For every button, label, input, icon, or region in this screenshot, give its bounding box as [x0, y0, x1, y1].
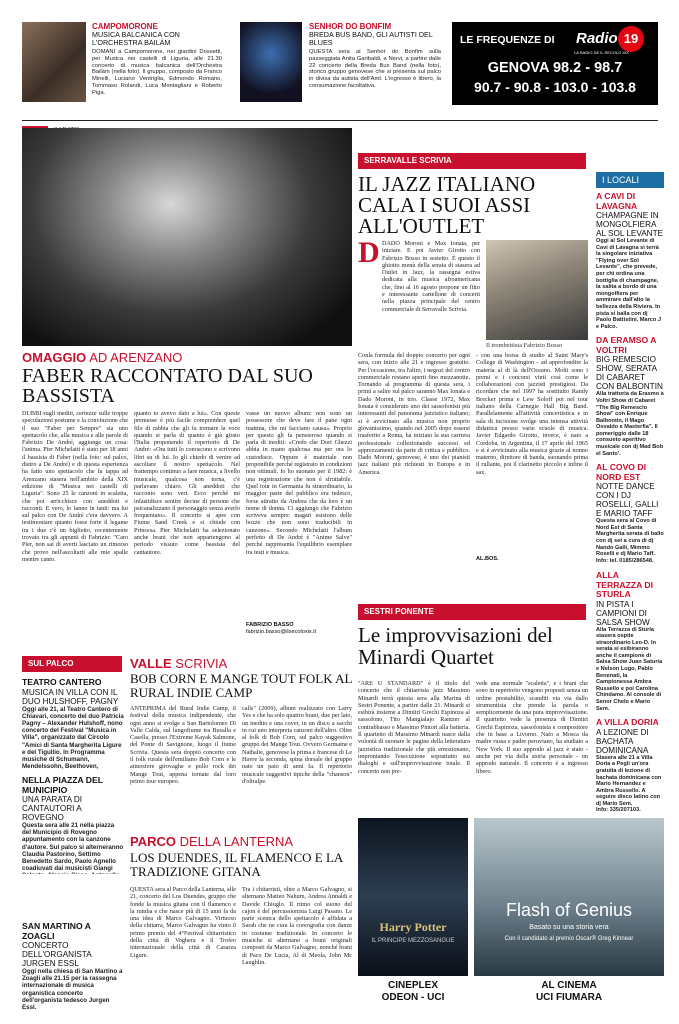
- radio-freq-line2: 90.7 - 90.8 - 103.0 - 103.8: [474, 79, 636, 95]
- locale-text: Stasera alle 21 a Villa Doria a Pegli un'ora gratuita di lezione di bachata dominicana con Mario Hernandez e Ambra Russello. A seguire disco latino con dj Mario Sem.: [596, 754, 662, 807]
- locale-desc: IN PISTA I CAMPIONI DI SALSA SHOW: [596, 599, 650, 627]
- article-body-col2: vede una normale "scaletta", e i brani che sono in repertorio vengono proposti senza un ordine prestabilito, scanditi via via dallo strumentista che prende la parola o semplicemente da una pura improvvisazione. Il quartetto vede la presenza di Dimitri Grechi Espinoza, sassofonista e compositore che in base a Livorno. Nato a Mosca da madre russa e padre peruviano, ha studiato a New York. Il suo approdo al jazz è stato - anche per via della storia personale - un approdo naturale. Il concerto è a ingresso libero.: [476, 680, 588, 775]
- locale-text: Oggi al Sol Levante di Cavi di Lavagna si terrà la singolare iniziativa "Flying over Sol Levante", che prevede, per chi ordina una bottiglia di champagne, la salita a bordo di una mongolfiera per ammirare dall'alto la bellezza della Riviera. In pista si balla con dj Paolo Battistini, Marco J e Palco.: [596, 238, 661, 330]
- photo-caption: Il trombettista Fabrizio Bosso: [486, 342, 563, 349]
- article-headline: Le improvvisazioni del Minardi Quartet: [358, 623, 553, 669]
- section-label: SERRAVALLE SCRIVIA: [358, 153, 586, 169]
- flash-of-genius-ad: [474, 818, 664, 976]
- radio-ad-headline: LE FREQUENZE DI: [460, 34, 555, 46]
- radio-19-ad: [452, 22, 658, 105]
- event-desc: UNA PARATA DI CANTAUTORI A ROVEGNO: [22, 795, 83, 822]
- article-byline: FABRIZIO BASSO: [246, 622, 294, 628]
- cinema-venue-sub: ODEON - UCI: [381, 992, 445, 1003]
- article-kicker-rest: DELLA LANTERNA: [179, 834, 294, 849]
- radio-brand-tag: LA RADIO DE IL SECOLO XIX: [574, 50, 629, 55]
- cinema-venue-sub: UCI FIUMARA: [535, 992, 603, 1003]
- locale-place: A CAVI DI LAVAGNA: [596, 192, 638, 211]
- drop-cap: D: [358, 236, 380, 269]
- article-body-col2: quanto io avevo dato a lui». Con queste premesse è più facile comprendere quel filo di rabbia che gli fa tremare la voce quando si parla di quanto è già girato l'Italia proponendo il repertorio di De André: «Ora tutti lo conoscono e scrivono libri su di lui. Io gli chiedo di venire ad ascoltare il nostro spettacolo. Nel frattempo continuo a fare musica, a livello musicale, qualcosa non torna, c'è parlavano chiaro. Gli aneddoti che racconto sono veri. Ecco perché mi infastidisce sentire decine di persone che psicanalizzano il personaggio senza averlo frequentato». Il concerto si apre con Fiume Sand Creek e si chiude con Princesa. Pier Michelatti ha selezionato anche brani che non appartengono al periodo vissuto come bassista del cantautore.: [134, 410, 240, 556]
- event-text: Questa sera alle 21 nella piazza del Municipio di Rovegno appuntamento con la canzone d'autore. Sul palco si alterneranno Claudia Pastorino, Settimo Benedetto Sardo, Paolo Agnello coadiuvati dai musicisti Giangi: [22, 822, 124, 873]
- event-place: NELLA PIAZZA DEL MUNICIPIO: [22, 776, 103, 795]
- event-place: SAN MARTINO A ZOAGLI: [22, 922, 91, 941]
- article-byline: AL.BOS.: [476, 556, 499, 562]
- locale-desc: BIG REMESCIO SHOW, SERATA DI CABARET CON BALBONTIN: [596, 355, 663, 392]
- event-place: TEATRO CANTERO: [22, 678, 102, 687]
- article-headline: BOB CORN E MANGE TOUT FOLK AL RURAL INDIE CAMP: [130, 671, 352, 700]
- breda-bus-band-photo: [240, 22, 302, 102]
- article-kicker: PARCO: [130, 834, 176, 849]
- ad-title: Harry Potter: [379, 920, 447, 934]
- article-body-col1: ANTEPRIMA del Rural Indie Camp, il festival della musica indipendente, che ogni anno si svolge a San Bartolomeo Di Valle Calda, sul lungofiume tra Busalla e Casella, presso l'Extreme Kayak Salmone, del Ponte di Savignone, luogo il fiume Scrivia. Questa sera doppio concerto con il folk rurale dell'emiliano Bob Corn e le atmosfere girovaghe e pollo rock dei Mange Tout, appena tornate dal loro primo tour europeo.: [130, 705, 236, 785]
- article-kicker: VALLE: [130, 656, 172, 671]
- ad-title: Flash of Genius: [505, 900, 633, 920]
- section-label: SESTRI PONENTE: [358, 604, 586, 620]
- ad-tagline: Con il candidato al premio Oscar® Greg Kinnear: [504, 936, 634, 942]
- article-kicker-rest: SCRIVIA: [175, 656, 228, 671]
- article-headline: LOS DUENDES, IL FLAMENCO E LA TRADIZIONE GITANA: [130, 850, 343, 879]
- balkan-band-photo: [22, 22, 86, 102]
- locale-place: AL COVO DI NORD EST: [596, 462, 646, 482]
- article-body-col2: Tra i chitarristi, oltre a Marco Galvagno, si alternano Matteo Nahum, Andrea Annaldi e Davide Chiuglo. Il ritmo col suono del cajon è del percussionista Luigi Pasano. Le parte scenica dello spettacolo è affidata a Sarah che ne cura la coreografia con danze in costume tradizionale. In concerto le musiche si alternano a brani originali composti da Marco Galvagno, nonché brani di Paco De Lucia, Al di Meola, John Mc Laughlin.: [242, 886, 352, 966]
- locale-entry: [596, 571, 664, 712]
- article-kicker: OMAGGIO: [22, 350, 87, 365]
- michelatti-concert-photo: [22, 128, 352, 346]
- article-body-col2: calls" (2009), album realizzato con Larry Yes e che ha solo quattro brani, due per lato, un inedito e una cover, in un disco a sacchi in cui uno interpreta canzoni dell'altro. Oltre al folk di Bob Corn, sul palco suggestivo gruppo dei Mange Tout. Ovvero Germaine e Nathalie, genovese la prima e francese di Le Havre la seconda, spina dorsale del gruppo nato un paio di anni fa. Il repertorio musicale suggestivi tipiche della "chanson" d'oltralpe.: [242, 705, 352, 785]
- cinema-venue: CINEPLEX: [387, 980, 438, 991]
- radio-brand: Radio: [576, 30, 618, 47]
- brief-subtitle: BREDA BUS BAND, GLI AUTISTI DEL BLUES: [309, 30, 433, 47]
- brief-text: QUESTA sera al Senhor do Bonfim sulla passeggiata Anita Garibaldi, a Nervi, a partire dalle 22 concerto della Breda Bus Band (nella foto), storico gruppo genovese che si presenta sul palco in divisa da autista dell'Amt. L'ingresso è libero, la consumazione facoltativa.: [309, 49, 441, 89]
- radio-freq-line1: GENOVA 98.2 - 98.7: [487, 60, 623, 76]
- brief-title: SENHOR DO BONFIM: [309, 22, 392, 31]
- article-body-col3: vasse un nuovo album: non sono un possessore che deve fare il pane ogni mattina, che mi facciano causa». Proprio per questo gli fa pensieroso quando si parla di inediti: «Credo che Dori Ghezzi abbia in mano qualcosa ma per ora lo custodisce. Oppure è materiale non proponibile perché registrato in condizioni non ottimali. Io ho suonato per il 1982: è una registrazione che non è sfruttabile. Quel tour in Germania fu straordinario, la maggior parte del pubblico era tedesco, forse attratto da Andrea che da loro è un nome di donna. Ci aggiungo che Fabrizio scriveva sempre: magari esistono delle bozze che non sono traducibili in canzone». Secondo Michelatti l'album perfetto di De André è "Anime Salve" perché rappresenta l'equilibrio esemplare tra testi e musica.: [246, 410, 352, 556]
- brief-title: CAMPOMORONE: [92, 22, 158, 31]
- locale-desc: NOTTE DANCE CON I DJ ROSELLI, GALLI E MARIO TAFF: [596, 482, 659, 519]
- i-locali-label: I LOCALI: [596, 172, 664, 188]
- locale-text: Alla trattoria da Erasmo a Voltri Show di Cabaret "The Big Remescio Show" con Enrique Balbontin, il Mago Osvaldo e Masterfia". Il pomeriggio dalle 18 consueto aperitivo musicale con dj Mad Bob el Santo'.: [596, 391, 664, 457]
- locale-text: Questa sera al Covo di Nord Est di Santa Margherita serata di ballo con dj set a cura di dj Nando Galli, Mimmo Roselli e dj Mario Taff.: [596, 518, 664, 558]
- locale-entry: [596, 463, 664, 565]
- article-body-col1: Conla formula del doppio concerto per ogni sera, con inizio alle 21 e ingresso gratuito. Per l'occasione, tra l'altro, i negozi del centro commerciale restano aperti fino mezzanotte. Tornando al programma di questa sera, i primi a salire sul palco saranno Max Ionata e Dado Moroni, in trio. Classe 1972, Max Ionata è considerato uno dei sassofonisti più interessanti del panorama jazzistico italiano; si è avvicinato alla musica non proprio giovanissimo, quando nel 2005 dopo essersi trasferito a Roma, ha iniziato la sua carriera professionale collezionando successi ed apprezzamenti da parte di critica e pubblico. Dado Moroni, genovese, è uno dei pianisti jazz italiani più richiesti in Europa e in America.: [358, 352, 470, 476]
- fabrizio-bosso-photo: [486, 240, 588, 340]
- event-text: Oggi alle 21, al Teatro Cantero di Chiavari, concerto del duo Patricia Pagny – Alexander Hulshoff, nono concerto del Festival "Musica in Villa", organizzato dal Circolo "Amici di Santa Margherita Ligure e del Tigullio. In Programma musiche di Schumann, Mendelssohn, Beethoven,: [22, 705, 124, 770]
- event-desc: CONCERTO DELL'ORGANISTA JURGEN ESSL: [22, 941, 92, 968]
- article-body-col2: - con una borsa di studio al Saint Mary's College di Washington - ad approfondire la materia al di là dell'Oceano. Molti sono i premi e i concorsi vinti così come le collaborazioni con jazzisti prestigiosi. Da ricordare che nel 1997 ha sostituito Randy Brecker prima e Lew Soloff poi nel tour italiano della Carnegie Hall Big Band. Parallelamente all'attività concertistica e in sala di incisione svolge una intensa attività didattica presso varie scuole di musica. Javier Edgardo Girotto, invece, è nato a Cordoba, in Argentina, il 17 aprile del 1965 e si è avvicinato alla musica grazie al nonno materno, direttore di banda, suonando prima il rullante, poi il clarinetto piccolo e infine il sax.: [476, 352, 588, 476]
- locale-entry: [596, 718, 664, 812]
- locale-info: Info: 335/207103.: [596, 807, 641, 812]
- ad-subtitle: Basato su una storia vera: [529, 924, 609, 931]
- radio-19-logo: 19: [618, 26, 644, 52]
- article-body-col1: DUBBI sugli inediti, certezze sulle troppe speculazioni postume e la convinzione che il suo "Faber per Sempre" sia uno spettacolo che, alla musica e alle parole di Fabrizio De André, aggiunge un cosa: l'anima. Pier Michelatti è stato per 18 anni il bassista di Faber (nella foto: sul palco, dietro a De André) e di questa esperienza ha fatto uno spettacolo che fa tappa ad Arenzano stasera nell'ambito della XIX edizione di "Musica nei castelli di Liguria". Sono 25 le canzoni in scaletta, che poi arricchisce con aneddoti e racconti. E vero, lo fanno in tanti: ma lui sul palco con De André c'era davvero. A testimoniare quanto fosse forte il legame tra i due c'è un biglietto, recentemente trovato tra gli appunti di Fabrizio: "Caro Pier, non sai di averti lasciato un rimorso che provo nell'ascoltarti alle mie spalle mentre canto.: [22, 410, 128, 563]
- event-desc: MUSICA IN VILLA CON IL DUO HULSHOFF, PAGNY: [22, 687, 119, 706]
- locale-entry: [596, 336, 664, 457]
- locale-place: DA ERAMSO A VOLTRI: [596, 335, 657, 355]
- article-kicker-rest: AD ARENZANO: [89, 350, 183, 365]
- locale-info: Info: tel. 0185/286548.: [596, 557, 654, 564]
- article-body-col1: "ARE U STANDARD" è il titolo del concerto che il chitarrista jazz Massimo Minardi terrà questa sera alla Marina di Sestri Ponente, a partire dalle 21. Minardi si esibirà insieme a Dimitri Grechi Espinoza al sassofono, Tito Mangialajo Rantzer al contrabbasso e Massimo Pintori alla batteria. Il quartetto di Massimo Minardi nasce dalla volontà di suonare le pagine della letteratura jazzistica tradizionale che più emozionano, improntando l'esecuzione soprattutto sui dialoghi e sull'improvvisazione totale. Il concerto non pre-: [358, 680, 470, 775]
- cinema-venue: AL CINEMA: [541, 980, 597, 991]
- locale-entry: [596, 192, 664, 330]
- locale-place: ALLA TERRAZZA DI STURLA: [596, 570, 653, 600]
- article-headline: IL JAZZ ITALIANO CALA I SUOI ASSI ALL'OUTLET: [358, 172, 536, 238]
- locale-text: Alla Terrazza di Sturla stasera ospite straordinario Leo-D. In serata si esibiranno anche il campione di Salsa Show Juan Saturia e Nelson Lugo, Pablo Benenati, la Campionessa Ambra Russello e poi Carolina Chindamo. Al console di Senor Chelo e Mario Sem.: [596, 626, 663, 712]
- brief-text: DOMANI a Campomorone, nei giardini Dossetti, per Musica nei castelli di Liguria, alle 21.30 concerto di musica balcanica dell'Orchestra Bailàm (nella foto). Il gruppo, composto da Franco Minelli, Luciano Ventriglia, Edmondo Romano, Tommaso Rolandi, Luca Montagliani e Roberto Piga.: [92, 49, 222, 96]
- brief-subtitle: MUSICA BALCANICA CON L'ORCHESTRA BAILÀM: [92, 30, 180, 47]
- harry-potter-ad: [358, 818, 468, 976]
- locale-desc: CHAMPAGNE IN MONGOLFIERA AL SOL LEVANTE: [596, 211, 664, 238]
- article-email: fabrizio.basso@ilsecoloxix.it: [246, 629, 317, 635]
- article-lead: DADO Moroni e Max Ionata, per iniziare. E poi Javier Girotto con Fabrizio Bosso in sestetto. È questo il ghiotto menù della serata di stasera ad Outlet in Jazz, la rassegna estiva dedicata alla musica afroamericana che, fino al 16 agosto propone un fitto e interessante cartellone di concerti nella piazza principale del centro commerciale di Serravalle Scrivia.: [382, 240, 480, 313]
- locale-desc: A LEZIONE DI BACHATA DOMINICANA: [596, 727, 649, 755]
- locale-place: A VILLA DORIA: [596, 717, 659, 728]
- article-body-col1: QUESTA sera al Parco della Lanterna, alle 21, concerto del Los Duendes, gruppo che fonde la musica gitana con il flamenco e la rumba e che nasce più di 15 anni fa da una idea di Marco Galvagno. Virtuoso della chitarra, Marco Galvagno ha vinto il primo premio del 4°Festival chitarristico della città di Voghera e il Trofeo internazionale della città di Casarza Ligure.: [130, 886, 236, 959]
- event-text: Oggi nella chiesa di San Martino a Zoagli alle 21.15 per la rassegna internazionale di musica organistica concerto dell'organista tedesco Jurgen Essl.: [22, 968, 123, 1012]
- ad-subtitle: IL PRINCIPE MEZZOSANGUE: [371, 938, 455, 944]
- article-headline: FABER RACCONTATO DAL SUO BASSISTA: [22, 365, 313, 407]
- sul-palco-label: SUL PALCO: [22, 656, 122, 672]
